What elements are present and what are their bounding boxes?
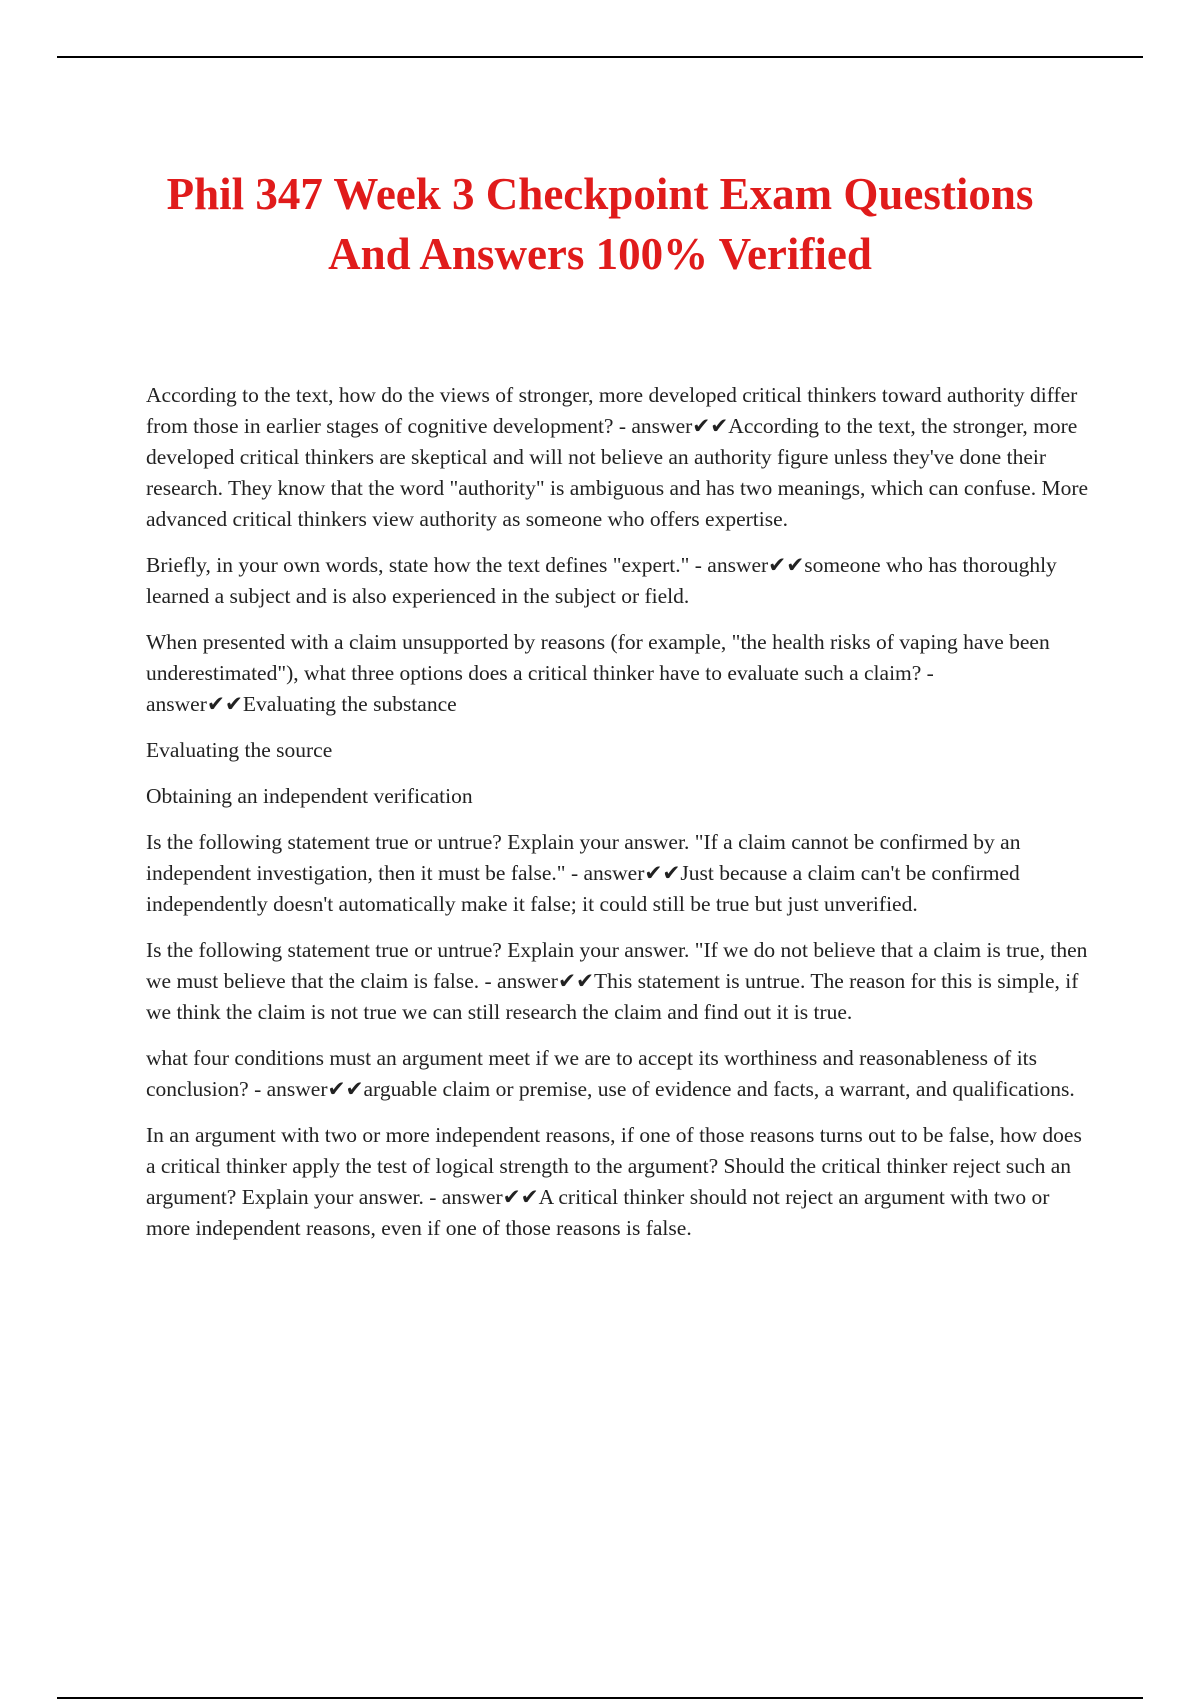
qa-paragraph: When presented with a claim unsupported by reasons (for example, "the health risks of vaping have been underestimated"), what three options does a critical thinker have to evaluate such a claim? - answer✔✔Evaluating the substance [146, 630, 1050, 716]
title-line-1: Phil 347 Week 3 Checkpoint Exam Questions [166, 169, 1034, 219]
qa-paragraph: Briefly, in your own words, state how the text defines "expert." - answer✔✔someone who has thoroughly learned a subject and is also experienced in the subject or field. [146, 553, 1057, 608]
document-body [146, 380, 1092, 1259]
header-rule [57, 56, 1143, 58]
qa-paragraph: Is the following statement true or untrue? Explain your answer. "If we do not believe that a claim is true, then we must believe that the claim is false. - answer✔✔This statement is untrue. The reason for this is simple, if we think the claim is not true we can still research the claim and find out it is true. [146, 938, 1088, 1024]
qa-paragraph: Is the following statement true or untrue? Explain your answer. "If a claim cannot be confirmed by an independent investigation, then it must be false." - answer✔✔Just because a claim can't be confirmed independently doesn't automatically make it false; it could still be true but just unverified. [146, 830, 1021, 916]
document-title [100, 164, 1100, 284]
qa-paragraph: According to the text, how do the views of stronger, more developed critical thinkers toward authority differ from those in earlier stages of cognitive development? - answer✔✔According to the text, the stronger, more developed critical thinkers are skeptical and will not believe an authority figure unless they've done their research. They know that the word "authority" is ambiguous and has two meanings, which can confuse. More advanced critical thinkers view authority as someone who offers expertise. [146, 383, 1089, 531]
qa-paragraph: what four conditions must an argument meet if we are to accept its worthiness and reasonableness of its conclusion? - answer✔✔arguable claim or premise, use of evidence and facts, a warrant, and qualifications. [146, 1046, 1075, 1101]
qa-paragraph: Evaluating the source [146, 738, 333, 762]
footer-rule [57, 1697, 1143, 1699]
qa-paragraph: In an argument with two or more independent reasons, if one of those reasons turns out to be false, how does a critical thinker apply the test of logical strength to the argument? Should the critical thinker reject such an argument? Explain your answer. - answer✔✔A critical thinker should not reject an argument with two or more independent reasons, even if one of those reasons is false. [146, 1123, 1082, 1240]
qa-paragraph: Obtaining an independent verification [146, 784, 473, 808]
title-line-2: And Answers 100% Verified [328, 229, 872, 279]
